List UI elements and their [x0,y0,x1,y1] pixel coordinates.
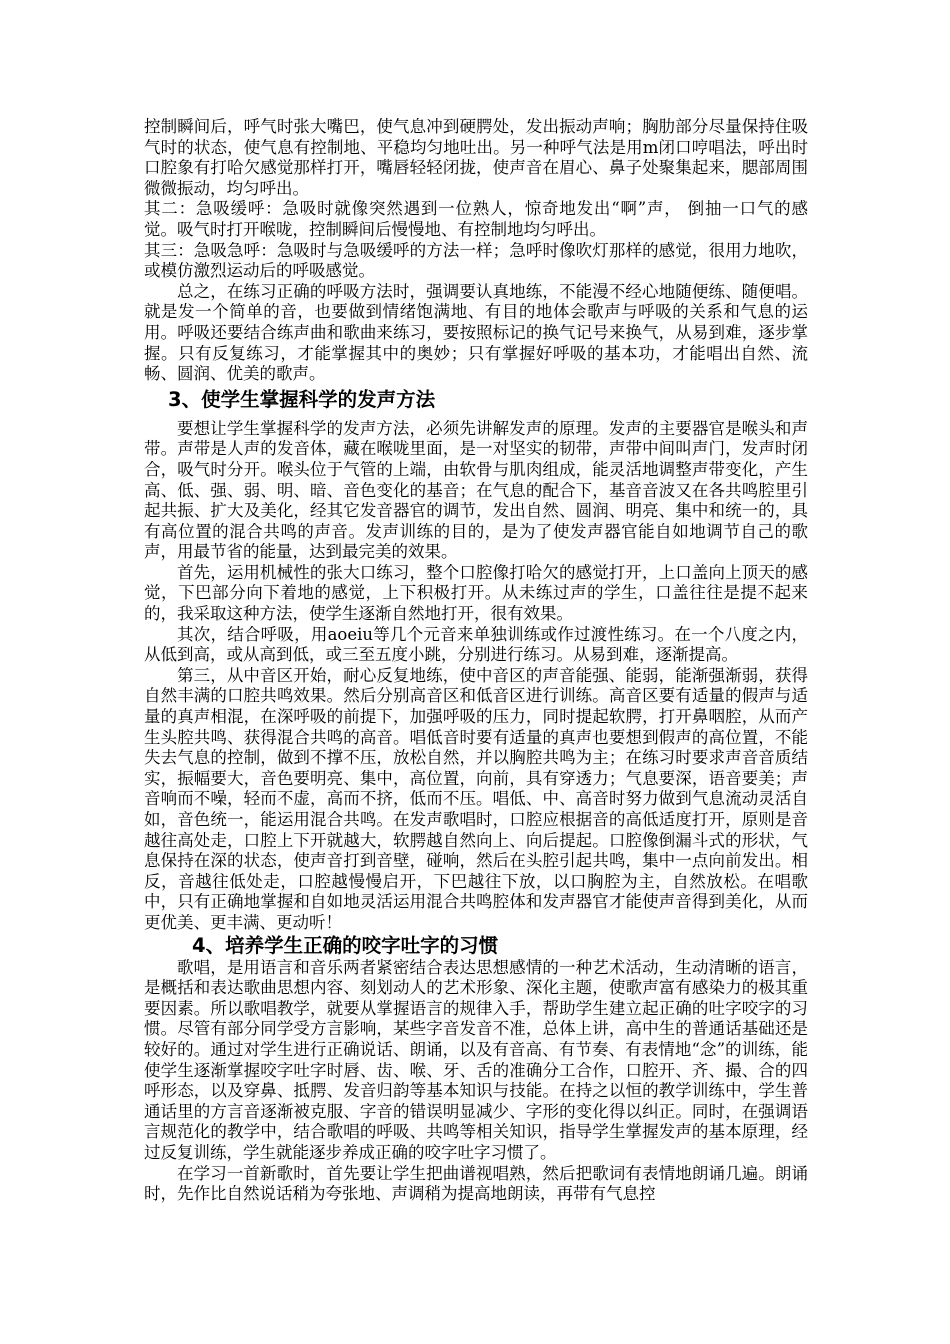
paragraph-quick-inhale-slow-exhale: 其二：急吸缓呼：急吸时就像突然遇到一位熟人，惊奇地发出“啊”声， 倒抽一口气的感觉。吸气时打开喉咙，控制瞬间后慢慢地、有控制地均匀呼出。 [144,199,808,239]
paragraph-breathing-summary: 总之，在练习正确的呼吸方法时，强调要认真地练，不能漫不经心地随便练、随便唱。就是发一个简单的音，也要做到情绪饱满地、有目的地体会歌声与呼吸的关系和气息的运用。呼吸还要结合练声曲和歌曲来练习，要按照标记的换气记号来换气，从易到难，逐步掌握。只有反复练习，才能掌握其中的奥妙；只有掌握好呼吸的基本功，才能唱出自然、流畅、圆润、优美的歌声。 [144,281,808,384]
section-heading-3: 3、使学生掌握科学的发声方法 [168,387,436,411]
paragraph-second-method: 其次，结合呼吸，用aoeiu等几个元音来单独训练或作过渡性练习。在一个八度之内，从低到高，或从高到低，或三至五度小跳，分别进行练习。从易到难，逐渐提高。 [144,624,808,665]
paragraph-exhale-methods: 控制瞬间后，呼气时张大嘴巴，使气息冲到硬腭处，发出振动声响；胸肋部分尽量保持住吸气时的状态，使气息有控制地、平稳均匀地吐出。另一种呼气法是用m闭口哼唱法，呼出时口腔象有打哈欠感觉那样打开，嘴唇轻轻闭拢，使声音在眉心、鼻子处聚集起来，腮部周围微微振动，均匀呼出。 [144,117,808,198]
paragraph-diction-intro: 歌唱，是用语言和音乐两者紧密结合表达思想感情的一种艺术活动，生动清晰的语言，是概括和表达歌曲思想内容、刻划动人的艺术形象、深化主题，使歌声富有感染力的极其重要因素。所以歌唱教学，就要从掌握语言的规律入手，帮助学生建立起正确的吐字咬字的习惯。尽管有部分同学受方言影响，某些字音发音不准，总体上讲，高中生的普通话基础还是较好的。通过对学生进行正确说话、朗诵，以及有音高、有节奏、有表情地“念”的训练，能使学生逐渐掌握咬字吐字时唇、齿、喉、牙、舌的准确分工合作，口腔开、齐、撮、合的四呼形态，以及穿鼻、抵腭、发音归韵等基本知识与技能。在持之以恒的教学训练中，学生普通话里的方言音逐渐被克服、字音的错误明显减少、字形的变化得以纠正。同时，在强调语言规范化的教学中，结合歌唱的呼吸、共鸣等相关知识，指导学生掌握发声的基本原理，经过反复训练，学生就能逐步养成正确的咬字吐字习惯了。 [144,957,808,1162]
paragraph-quick-inhale-quick-exhale: 其三：急吸急呼：急吸时与急吸缓呼的方法一样；急呼时像吹灯那样的感觉，很用力地吹，或模仿激烈运动后的呼吸感觉。 [144,240,808,281]
document-page [144,117,808,1205]
paragraph-first-method: 首先，运用机械性的张大口练习，整个口腔像打哈欠的感觉打开，上口盖向上顶天的感觉，下巴部分向下着地的感觉，上下积极打开。从未练过声的学生，口盖往往是提不起来的，我采取这种方法，使学生逐渐自然地打开，很有效果。 [144,562,808,624]
paragraph-vocal-principle: 要想让学生掌握科学的发声方法，必须先讲解发声的原理。发声的主要器官是喉头和声带。声带是人声的发音体，藏在喉咙里面，是一对坚实的韧带，声带中间叫声门，发声时闭合，吸气时分开。喉头位于气管的上端，由软骨与肌肉组成，能灵活地调整声带变化，产生高、低、强、弱、明、暗、音色变化的基音；在气息的配合下，基音音波又在各共鸣腔里引起共振、扩大及美化，经其它发音器官的调节，发出自然、圆润、明亮、集中和统一的，具有高位置的混合共鸣的声音。发声训练的目的，是为了使发声器官能自如地调节自己的歌声，用最节省的能量，达到最完美的效果。 [144,418,808,562]
paragraph-third-method: 第三，从中音区开始，耐心反复地练，使中音区的声音能强、能弱，能渐强渐弱，获得自然丰满的口腔共鸣效果。然后分别高音区和低音区进行训练。高音区要有适量的假声与适量的真声相混，在深呼吸的前提下，加强呼吸的压力，同时提起软腭，打开鼻咽腔，从而产生头腔共鸣、获得混合共鸣的高音。唱低音时要有适量的真声也要想到假声的高位置，不能失去气息的控制，做到不撑不压，放松自然，并以胸腔共鸣为主；在练习时要求声音音质结实，振幅要大，音色要明亮、集中，高位置，向前，具有穿透力；气息要深，语音要美；声音响而不噪，轻而不虚，高而不挤，低而不压。唱低、中、高音时努力做到气息流动灵活自如，音色统一，能运用混合共鸣。在发声歌唱时，口腔应根据音的高低适度打开，原则是音越往高处走，口腔上下开就越大，软腭越自然向上、向后提起。口腔像倒漏斗式的形状，气息保持在深的状态，使声音打到音壁，碰响，然后在头腔引起共鸣，集中一点向前发出。相反，音越往低处走，口腔越慢慢启开，下巴越往下放，以口胸腔为主，自然放松。在唱歌中，只有正确地掌握和自如地灵活运用混合共鸣腔体和发声器官才能使声音得到美化，从而更优美、更丰满、更动听！ [144,665,808,932]
section-heading-4: 4、培养学生正确的咬字吐字的习惯 [192,933,499,957]
paragraph-new-song-learning: 在学习一首新歌时，首先要让学生把曲谱视唱熟，然后把歌词有表情地朗诵几遍。朗诵时，先作比自然说话稍为夸张地、声调稍为提高地朗读，再带有气息控 [144,1163,808,1204]
